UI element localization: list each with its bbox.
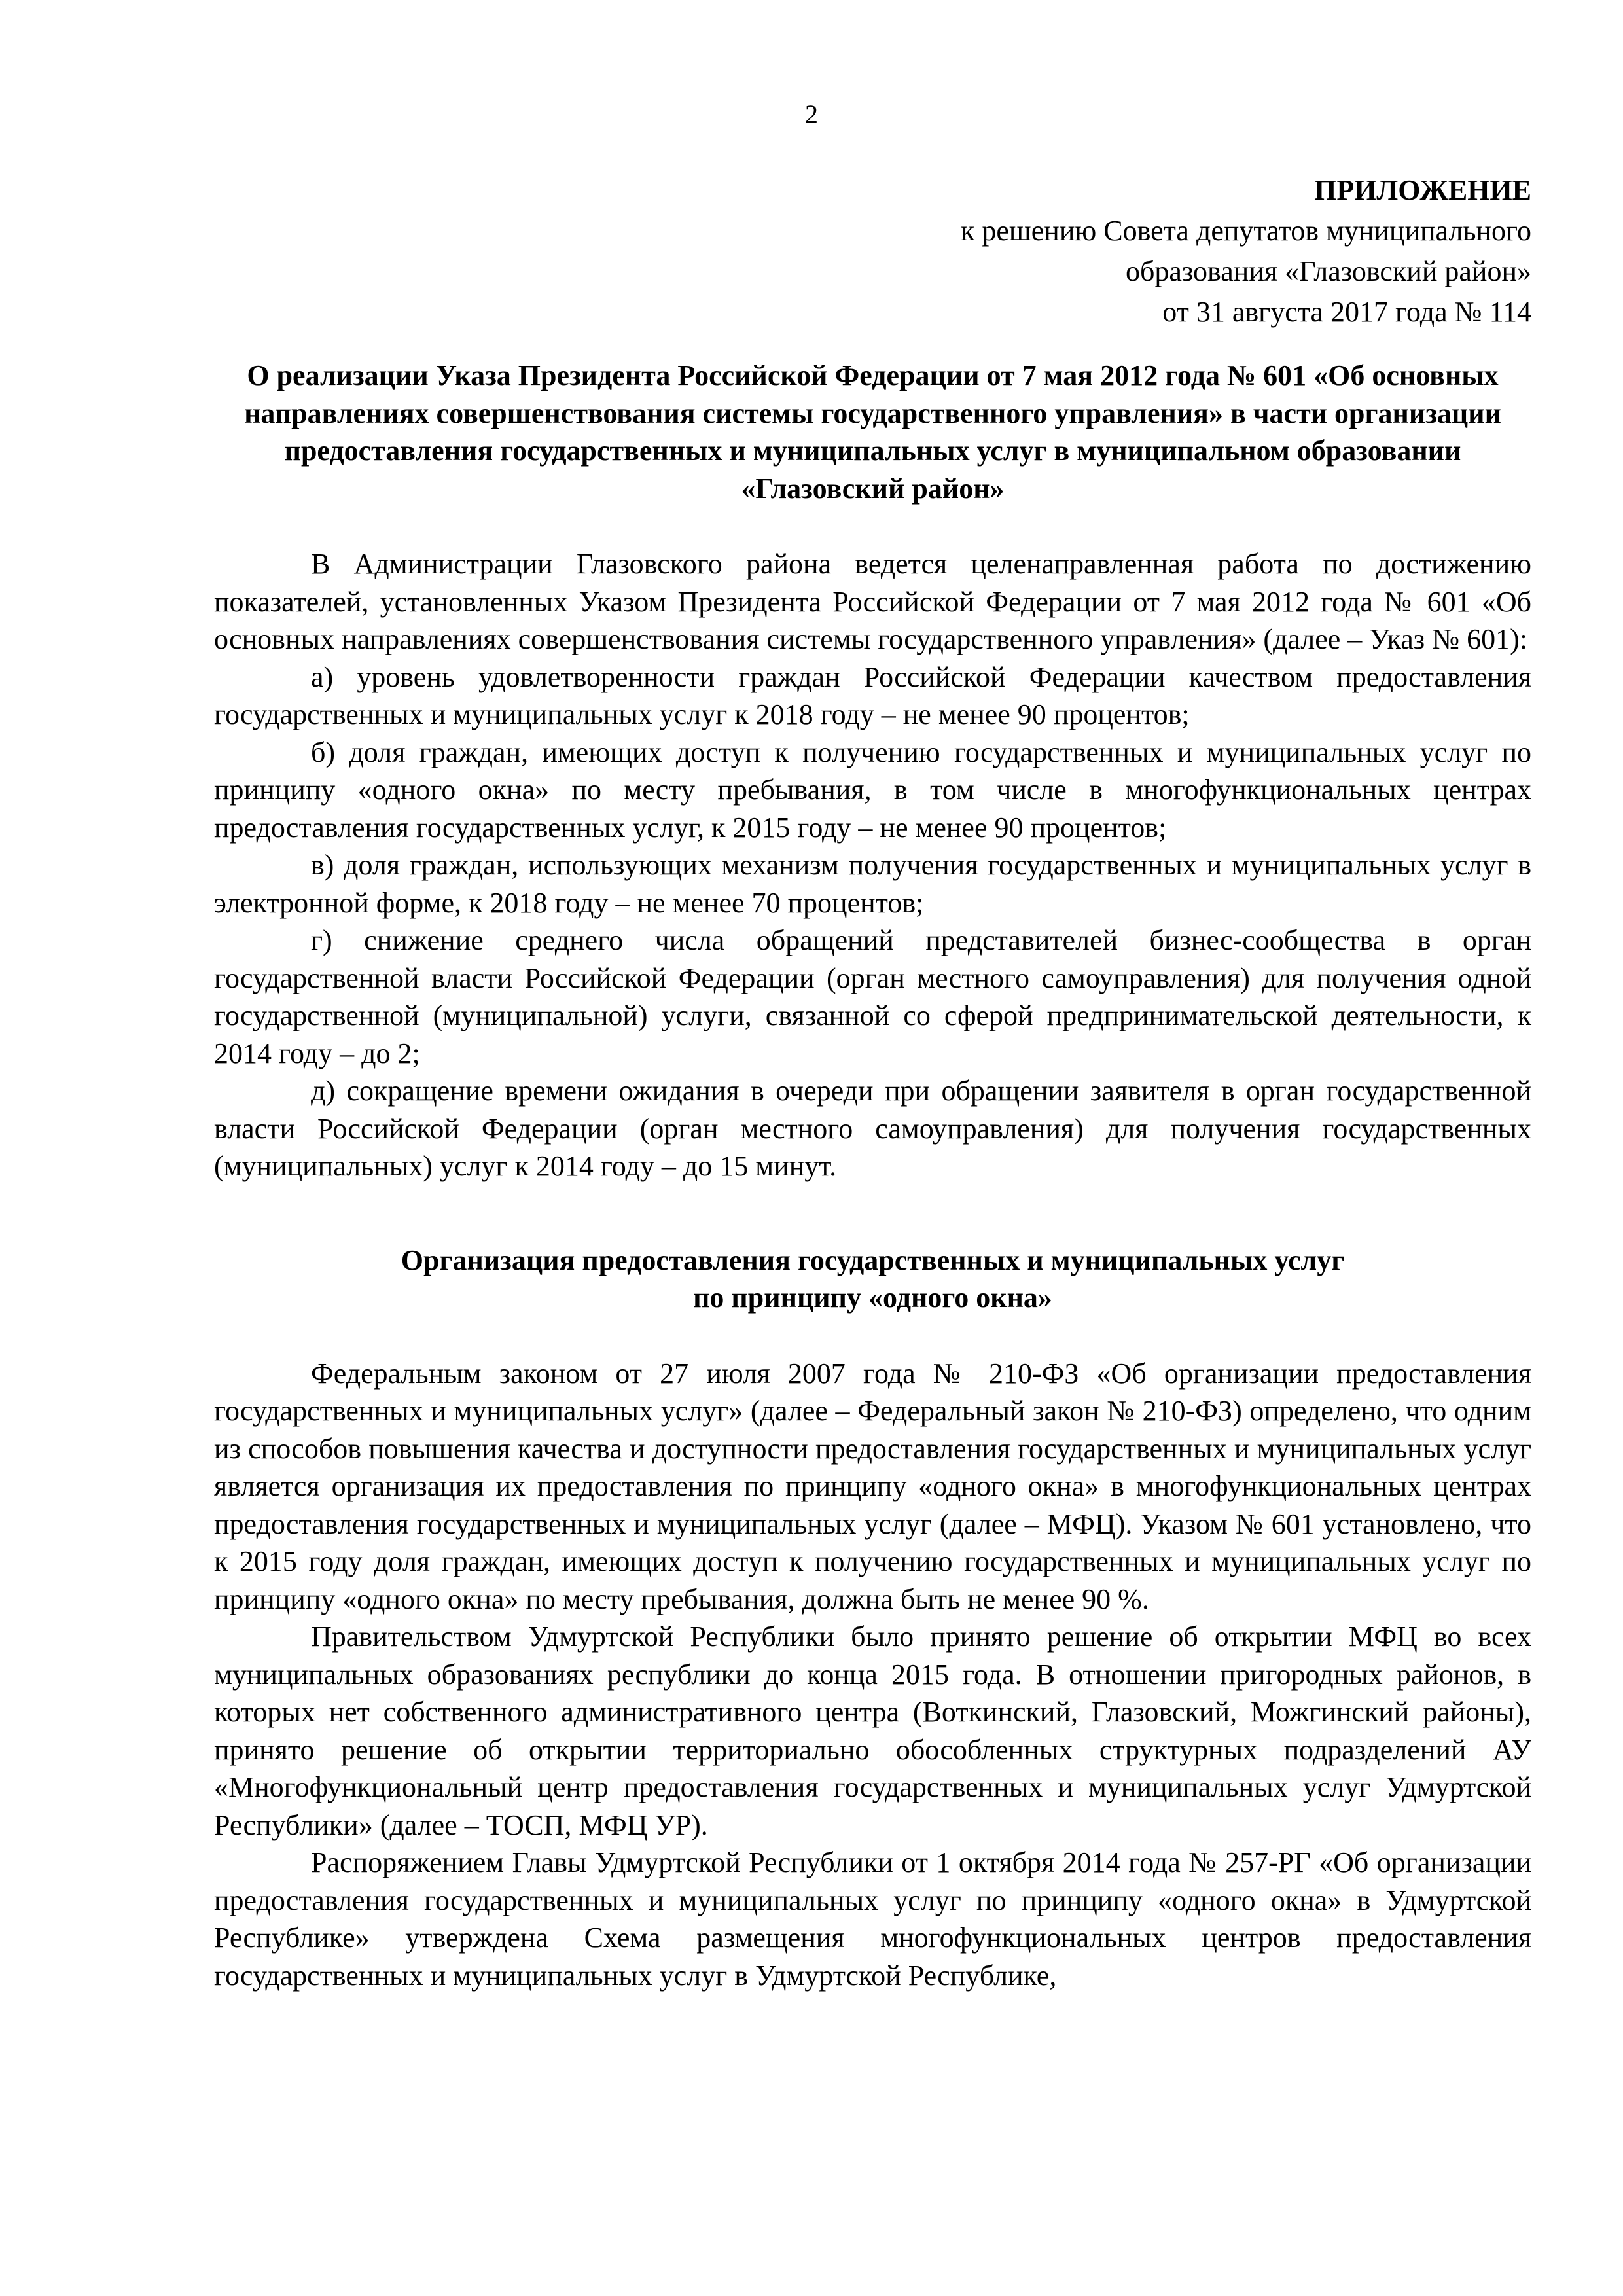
list-item-a: а) уровень удовлетворенности граждан Российской Федерации качеством предоставления государственных и муниципальных услуг к 2018 году – не менее 90 процентов;: [214, 660, 1531, 730]
paragraph-intro: В Администрации Глазовского района ведется целенаправленная работа по достижению показателей, установленных Указом Президента Российской Федерации от 7 мая 2012 года № 601 «Об основных направлениях совершенствования системы государственного управления» (далее – Указ № 601):: [214, 548, 1531, 655]
appendix-label: ПРИЛОЖЕНИЕ: [1314, 174, 1531, 206]
section-paragraph-1: Федеральным законом от 27 июля 2007 года № 210-ФЗ «Об организации предоставления государственных и муниципальных услуг» (далее – Федеральный закон № 210-ФЗ) определено, что одним из способов повышения качества и доступности предоставления государственных и муниципальных услуг является организация их предоставления по принципу «одного окна» в многофункциональных центрах предоставления государственных и муниципальных услуг (далее – МФЦ). Указом № 601 установлено, что к 2015 году доля граждан, имеющих доступ к получению государственных и муниципальных услуг по принципу «одного окна» по месту пребывания, должна быть не менее 90 %.: [214, 1357, 1531, 1615]
list-item-g: г) снижение среднего числа обращений представителей бизнес-сообщества в орган государственной власти Российской Федерации (орган местного самоуправления) для получения одной государственной (муниципальной) услуги, связанной со сферой предпринимательской деятельности, к 2014 году – до 2;: [214, 924, 1531, 1069]
document-body: [214, 357, 1531, 1994]
page-number: 2: [805, 99, 818, 129]
appendix-header: [746, 170, 1531, 332]
section-paragraph-2: Правительством Удмуртской Республики было принято решение об открытии МФЦ во всех муниципальных образованиях республики до конца 2015 года. В отношении пригородных районов, в которых нет собственного административного центра (Воткинский, Глазовский, Можгинский районы), принято решение об открытии территориально обособленных структурных подразделений АУ «Многофункциональный центр предоставления государственных и муниципальных услуг Удмуртской Республики» (далее – ТОСП, МФЦ УР).: [214, 1621, 1531, 1841]
list-item-b: б) доля граждан, имеющих доступ к получению государственных и муниципальных услуг по принципу «одного окна» по месту пребывания, в том числе в многофункциональных центрах предоставления государственных услуг, к 2015 году – не менее 90 процентов;: [214, 736, 1531, 844]
section-paragraph-3: Распоряжением Главы Удмуртской Республики от 1 октября 2014 года № 257-РГ «Об организации предоставления государственных и муниципальных услуг по принципу «одного окна» в Удмуртской Республике» утверждена Схема размещения многофункциональных центров предоставления государственных и муниципальных услуг в Удмуртской Республике,: [214, 1846, 1531, 1992]
appendix-line-3: от 31 августа 2017 года № 114: [1162, 296, 1531, 328]
document-title: О реализации Указа Президента Российской Федерации от 7 мая 2012 года № 601 «Об основных направлениях совершенствования системы государственного управления» в части организации предоставления государственных и муниципальных услуг в муниципальном образовании «Глазовский район»: [244, 359, 1501, 505]
list-item-d: д) сокращение времени ожидания в очереди при обращении заявителя в орган государственной власти Российской Федерации (орган местного самоуправления) для получения государственных (муниципальных) услуг к 2014 году – до 15 минут.: [214, 1075, 1531, 1182]
list-item-v: в) доля граждан, использующих механизм получения государственных и муниципальных услуг в электронной форме, к 2018 году – не менее 70 процентов;: [214, 849, 1531, 919]
section-heading: [214, 1242, 1531, 1317]
appendix-line-2: образования «Глазовский район»: [1126, 255, 1531, 287]
appendix-line-1: к решению Совета депутатов муниципального: [960, 215, 1531, 247]
section-heading-line-1: Организация предоставления государственных и муниципальных услуг: [401, 1244, 1345, 1276]
section-heading-line-2: по принципу «одного окна»: [693, 1282, 1052, 1314]
